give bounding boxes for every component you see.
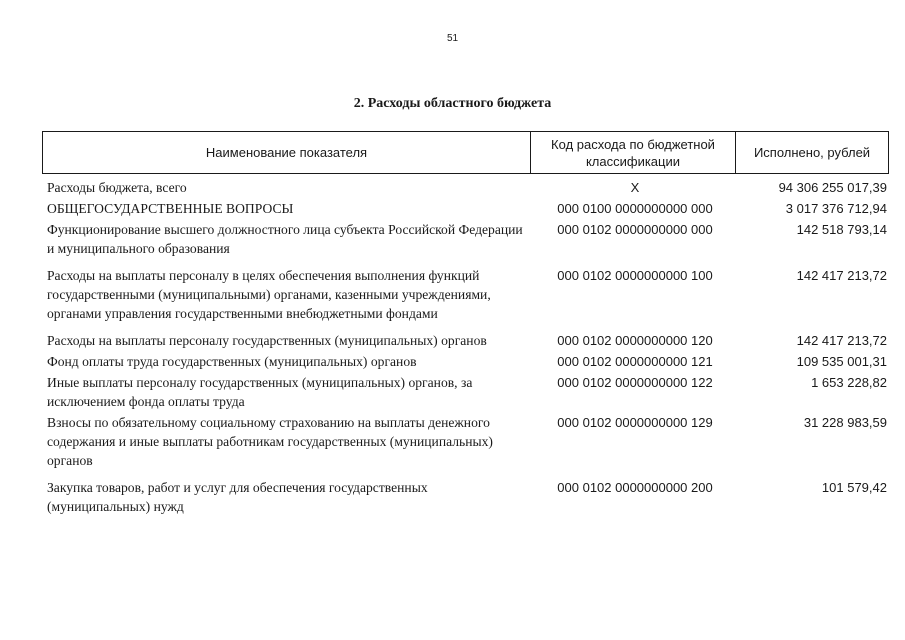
table-row (47, 413, 889, 470)
table-row (47, 220, 889, 258)
table-row (47, 373, 889, 411)
row-code: 000 0102 0000000000 000 (557, 222, 713, 237)
row-code: 000 0102 0000000000 120 (557, 333, 713, 348)
page-number: 51 (446, 33, 459, 44)
table-row (47, 478, 889, 516)
table-row (47, 352, 889, 371)
row-amount: 142 417 213,72 (796, 268, 887, 283)
row-name: Расходы бюджета, всего (47, 180, 187, 195)
header-code: Код расхода по бюджетной классификации (531, 132, 736, 173)
row-name: Функционирование высшего должностного лица субъекта Российской Федерации и муниципального образования (47, 222, 523, 256)
row-amount: 1 653 228,82 (811, 375, 887, 390)
row-name: Закупка товаров, работ и услуг для обеспечения государственных (муниципальных) нужд (47, 480, 428, 514)
row-name: Иные выплаты персоналу государственных (муниципальных) органов, за исключением фонда оплаты труда (47, 375, 473, 409)
row-code: 000 0102 0000000000 129 (557, 415, 713, 430)
table-body (47, 178, 889, 516)
row-name: Расходы на выплаты персоналу в целях обеспечения выполнения функций государственными (муниципальными) органами, казенными учреждениями, органами управления государственными внебюджетными фондами (47, 268, 491, 321)
header-name: Наименование показателя (43, 132, 531, 173)
row-amount: 142 417 213,72 (796, 333, 887, 348)
table-row (47, 178, 889, 197)
row-code: 000 0102 0000000000 121 (557, 354, 713, 369)
row-amount: 3 017 376 712,94 (785, 201, 887, 216)
section-title: 2. Расходы областного бюджета (353, 96, 552, 111)
row-amount: 101 579,42 (821, 480, 887, 495)
row-name: ОБЩЕГОСУДАРСТВЕННЫЕ ВОПРОСЫ (47, 201, 294, 216)
table-row (47, 266, 889, 323)
table-row (47, 199, 889, 218)
row-code: 000 0102 0000000000 200 (557, 480, 713, 495)
row-name: Взносы по обязательному социальному страхованию на выплаты денежного содержания и иные выплаты работникам государственных (муниципальных) органов (47, 415, 493, 468)
table-header (42, 131, 889, 174)
header-amount: Исполнено, рублей (753, 145, 871, 160)
row-name: Фонд оплаты труда государственных (муниципальных) органов (47, 354, 417, 369)
row-amount: 94 306 255 017,39 (778, 180, 887, 195)
row-code: 000 0102 0000000000 122 (557, 375, 713, 390)
row-name: Расходы на выплаты персоналу государственных (муниципальных) органов (47, 333, 487, 348)
row-code: 000 0102 0000000000 100 (557, 268, 713, 283)
row-amount: 109 535 001,31 (796, 354, 887, 369)
row-amount: 31 228 983,59 (803, 415, 887, 430)
row-amount: 142 518 793,14 (796, 222, 887, 237)
row-code: 000 0100 0000000000 000 (557, 201, 713, 216)
table-row (47, 331, 889, 350)
row-code: Х (630, 180, 640, 195)
